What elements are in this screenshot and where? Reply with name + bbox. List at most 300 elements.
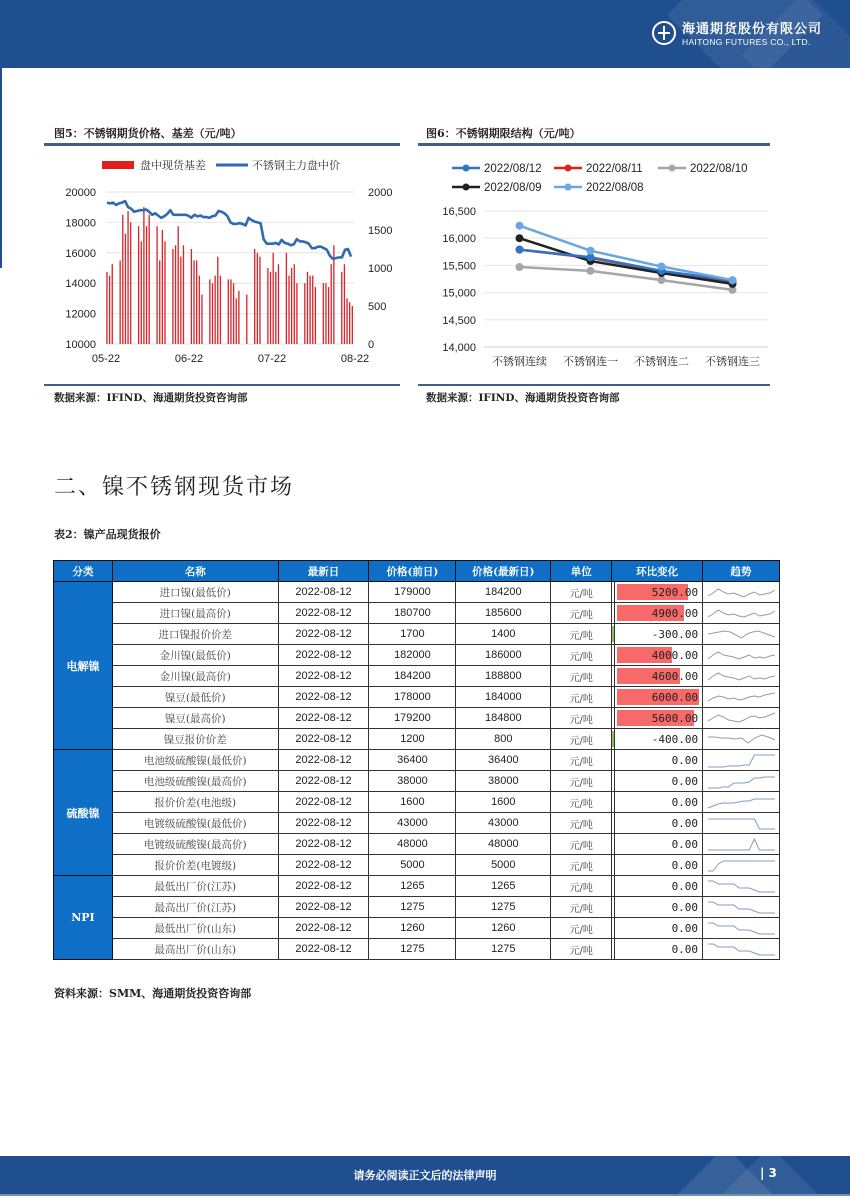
latest-price-cell: 184200 <box>456 582 551 603</box>
sparkline <box>708 652 775 659</box>
unit-cell: 元/吨 <box>551 855 612 876</box>
y-tick: 15,000 <box>442 287 476 300</box>
basis-bar <box>178 226 179 344</box>
legend-label: 2022/08/11 <box>586 163 643 175</box>
sparkline <box>708 631 775 638</box>
footer-rule <box>0 1194 850 1196</box>
sparkline <box>708 713 775 722</box>
basis-bar <box>127 211 128 344</box>
sparkline-chart <box>705 835 777 854</box>
y-right-tick: 1000 <box>368 263 393 275</box>
figure5-title: 图5：不锈钢期货价格、基差（元/吨） <box>54 127 242 140</box>
basis-bar <box>228 279 229 344</box>
category-cell: 硫酸镍 <box>54 750 113 876</box>
legend-marker <box>565 165 572 172</box>
table-row <box>54 750 780 771</box>
change-value: 4000.00 <box>651 648 699 662</box>
change-cell <box>615 834 703 855</box>
sparkline-chart <box>705 667 777 686</box>
change-cell <box>615 855 703 876</box>
change-value: 0.00 <box>671 816 699 830</box>
sparkline-chart <box>705 604 777 623</box>
trend-sparkline-cell <box>703 603 780 624</box>
change-value: 0.00 <box>671 921 699 935</box>
change-value: 0.00 <box>671 942 699 956</box>
col-header-category: 分类 <box>54 561 113 582</box>
sparkline <box>708 755 775 767</box>
latest-price-cell: 38000 <box>456 771 551 792</box>
basis-bar <box>238 291 239 344</box>
table-header-row <box>54 561 780 582</box>
basis-bar <box>122 215 123 344</box>
sparkline-chart <box>705 730 777 749</box>
basis-bar <box>220 276 221 344</box>
date-cell: 2022-08-12 <box>278 624 369 645</box>
series-marker <box>658 262 666 270</box>
basis-bar <box>212 283 213 344</box>
col-header-prev-price: 价格(前日) <box>369 561 456 582</box>
sparkline-chart <box>705 646 777 665</box>
prev-price-cell: 1200 <box>369 729 456 750</box>
unit-cell: 元/吨 <box>551 729 612 750</box>
basis-bar <box>352 306 353 344</box>
y-left-tick: 18000 <box>65 217 96 230</box>
basis-bar <box>294 264 295 344</box>
col-header-trend: 趋势 <box>703 561 780 582</box>
basis-bar <box>159 260 160 344</box>
col-header-unit: 单位 <box>551 561 612 582</box>
basis-bar <box>138 226 139 344</box>
basis-bar <box>275 272 276 344</box>
figure5-chart <box>44 148 400 378</box>
prev-price-cell: 1700 <box>369 624 456 645</box>
series-marker <box>516 246 524 254</box>
table-row <box>54 771 780 792</box>
change-cell <box>615 918 703 939</box>
basis-bar <box>259 257 260 344</box>
product-name-cell: 金川镍(最高价) <box>112 666 278 687</box>
trend-sparkline-cell <box>703 582 780 603</box>
prev-price-cell: 48000 <box>369 834 456 855</box>
trend-sparkline-cell <box>703 666 780 687</box>
y-tick: 14,000 <box>442 342 476 354</box>
basis-bar <box>199 276 200 344</box>
product-name-cell: 镍豆(最高价) <box>112 708 278 729</box>
basis-bar <box>267 268 268 344</box>
change-cell <box>615 939 703 960</box>
latest-price-cell: 800 <box>456 729 551 750</box>
sparkline <box>708 693 775 701</box>
basis-bar <box>130 222 131 344</box>
unit-cell: 元/吨 <box>551 666 612 687</box>
change-cell <box>615 897 703 918</box>
change-cell <box>615 603 703 624</box>
basis-bar <box>296 283 297 344</box>
page-header <box>0 0 850 68</box>
figure6-chart <box>418 148 778 380</box>
y-right-tick: 500 <box>368 301 387 313</box>
unit-cell: 元/吨 <box>551 687 612 708</box>
x-tick: 07-22 <box>257 353 287 365</box>
y-tick: 15,500 <box>442 260 476 273</box>
basis-bar <box>236 298 237 344</box>
latest-price-cell: 43000 <box>456 813 551 834</box>
figure5-source: 数据来源：IFIND、海通期货投资咨询部 <box>54 392 248 404</box>
col-header-name: 名称 <box>112 561 278 582</box>
table-row <box>54 897 780 918</box>
basis-bar <box>270 272 271 344</box>
change-cell <box>615 750 703 771</box>
basis-bar <box>328 287 329 344</box>
latest-price-cell: 36400 <box>456 750 551 771</box>
basis-bar <box>307 272 308 344</box>
basis-bar <box>191 249 192 344</box>
basis-bar <box>309 276 310 344</box>
series-marker <box>516 222 524 230</box>
basis-bar <box>254 249 255 344</box>
sparkline <box>708 589 775 597</box>
date-cell: 2022-08-12 <box>278 813 369 834</box>
figure6-rule <box>418 143 770 146</box>
latest-price-cell: 188800 <box>456 666 551 687</box>
date-cell: 2022-08-12 <box>278 729 369 750</box>
company-name-cn: 海通期货股份有限公司 <box>682 22 823 37</box>
trend-sparkline-cell <box>703 729 780 750</box>
legend-label: 2022/08/08 <box>586 182 644 194</box>
basis-bar <box>156 226 157 344</box>
y-tick: 16,000 <box>442 233 476 246</box>
prev-price-cell: 43000 <box>369 813 456 834</box>
prev-price-cell: 179000 <box>369 582 456 603</box>
basis-bar <box>312 276 313 344</box>
basis-bar <box>257 253 258 344</box>
latest-price-cell: 1600 <box>456 792 551 813</box>
table2-source: 资料来源：SMM、海通期货投资咨询部 <box>54 987 252 1000</box>
trend-sparkline-cell <box>703 645 780 666</box>
latest-price-cell: 1275 <box>456 939 551 960</box>
basis-bar <box>230 279 231 344</box>
y-left-tick: 14000 <box>65 278 96 291</box>
legend-marker <box>463 165 470 172</box>
sparkline <box>708 881 775 892</box>
date-cell: 2022-08-12 <box>278 687 369 708</box>
sparkline-chart <box>705 709 777 728</box>
table-row <box>54 708 780 729</box>
prev-price-cell: 1260 <box>369 918 456 939</box>
sparkline-chart <box>705 919 777 938</box>
series-marker <box>587 267 595 275</box>
trend-sparkline-cell <box>703 771 780 792</box>
date-cell: 2022-08-12 <box>278 603 369 624</box>
page-footer <box>0 1156 850 1194</box>
latest-price-cell: 185600 <box>456 603 551 624</box>
prev-price-cell: 178000 <box>369 687 456 708</box>
product-name-cell: 进口镍报价价差 <box>112 624 278 645</box>
unit-cell: 元/吨 <box>551 645 612 666</box>
date-cell: 2022-08-12 <box>278 918 369 939</box>
trend-sparkline-cell <box>703 855 780 876</box>
trend-sparkline-cell <box>703 876 780 897</box>
table-row <box>54 624 780 645</box>
table2-title: 表2：镍产品现货报价 <box>54 528 161 541</box>
basis-bar <box>246 295 247 344</box>
figure5-svg <box>44 148 400 378</box>
prev-price-cell: 179200 <box>369 708 456 729</box>
sparkline-chart <box>705 688 777 707</box>
sparkline <box>708 923 775 934</box>
sparkline-chart <box>705 772 777 791</box>
change-cell <box>615 666 703 687</box>
sparkline-chart <box>705 814 777 833</box>
change-value: 0.00 <box>671 774 699 788</box>
unit-cell: 元/吨 <box>551 582 612 603</box>
series-marker <box>516 234 524 242</box>
change-value: 6000.00 <box>651 690 699 704</box>
trend-sparkline-cell <box>703 624 780 645</box>
sparkline <box>708 799 775 808</box>
basis-bar <box>209 279 210 344</box>
legend-marker <box>565 184 572 191</box>
col-header-change: 环比变化 <box>612 561 703 582</box>
y-tick: 16,500 <box>442 206 476 218</box>
change-cell <box>615 792 703 813</box>
legend-swatch-basis <box>102 161 134 169</box>
table-row <box>54 939 780 960</box>
product-name-cell: 电池级硫酸镍(最低价) <box>112 750 278 771</box>
product-name-cell: 报价价差(电镀级) <box>112 855 278 876</box>
prev-price-cell: 36400 <box>369 750 456 771</box>
unit-cell: 元/吨 <box>551 897 612 918</box>
y-right-tick: 1500 <box>368 225 393 237</box>
page-number: | 3 <box>760 1166 777 1180</box>
trend-sparkline-cell <box>703 687 780 708</box>
table-row <box>54 582 780 603</box>
x-tick: 不锈钢连续 <box>492 356 547 368</box>
prev-price-cell: 184200 <box>369 666 456 687</box>
sparkline <box>708 861 775 871</box>
col-header-latest-price: 价格(最新日) <box>456 561 551 582</box>
sparkline-chart <box>705 793 777 812</box>
series-marker <box>516 263 524 271</box>
change-value: 0.00 <box>671 795 699 809</box>
date-cell: 2022-08-12 <box>278 645 369 666</box>
sparkline-chart <box>705 856 777 875</box>
sparkline-chart <box>705 940 777 959</box>
unit-cell: 元/吨 <box>551 750 612 771</box>
sparkline-chart <box>705 877 777 896</box>
basis-bar <box>288 276 289 344</box>
change-cell <box>615 708 703 729</box>
product-name-cell: 镍豆(最低价) <box>112 687 278 708</box>
sparkline-chart <box>705 625 777 644</box>
legend-label: 2022/08/12 <box>484 163 542 175</box>
x-tick: 05-22 <box>91 353 121 365</box>
product-name-cell: 最高出厂价(山东) <box>112 939 278 960</box>
change-cell <box>615 645 703 666</box>
col-header-date: 最新日 <box>278 561 369 582</box>
basis-bar <box>349 302 350 344</box>
table-row <box>54 918 780 939</box>
change-cell <box>615 813 703 834</box>
x-tick: 06-22 <box>174 353 204 365</box>
basis-bar <box>164 241 165 344</box>
unit-cell: 元/吨 <box>551 834 612 855</box>
company-name-en: HAITONG FUTURES CO., LTD. <box>682 37 811 47</box>
prev-price-cell: 1265 <box>369 876 456 897</box>
x-tick: 不锈钢连一 <box>563 356 618 368</box>
trend-sparkline-cell <box>703 813 780 834</box>
legend-label: 2022/08/10 <box>690 163 748 175</box>
change-value: -300.00 <box>651 627 699 641</box>
basis-bar <box>286 253 287 344</box>
change-value: 0.00 <box>671 753 699 767</box>
basis-bar <box>331 264 332 344</box>
date-cell: 2022-08-12 <box>278 939 369 960</box>
basis-bar <box>217 257 218 344</box>
basis-bar <box>180 257 181 344</box>
basis-bar <box>304 283 305 344</box>
table-row <box>54 645 780 666</box>
date-cell: 2022-08-12 <box>278 876 369 897</box>
prev-price-cell: 5000 <box>369 855 456 876</box>
product-name-cell: 镍豆报价价差 <box>112 729 278 750</box>
y-left-tick: 12000 <box>65 308 96 321</box>
prev-price-cell: 1275 <box>369 897 456 918</box>
unit-cell: 元/吨 <box>551 918 612 939</box>
change-value: 0.00 <box>671 858 699 872</box>
y-right-tick: 0 <box>368 339 375 351</box>
basis-bar <box>106 272 107 344</box>
prev-price-cell: 38000 <box>369 771 456 792</box>
sparkline-chart <box>705 583 777 602</box>
unit-cell: 元/吨 <box>551 771 612 792</box>
latest-price-cell: 186000 <box>456 645 551 666</box>
change-value: 4900.00 <box>651 606 699 620</box>
table-row <box>54 729 780 750</box>
latest-price-cell: 1275 <box>456 897 551 918</box>
basis-bar <box>291 268 292 344</box>
prev-price-cell: 182000 <box>369 645 456 666</box>
product-name-cell: 电镀级硫酸镍(最低价) <box>112 813 278 834</box>
basis-bar <box>183 245 184 344</box>
basis-bar <box>323 283 324 344</box>
date-cell: 2022-08-12 <box>278 582 369 603</box>
sparkline <box>708 902 775 913</box>
prev-price-cell: 180700 <box>369 603 456 624</box>
basis-bar <box>344 264 345 344</box>
nickel-spot-price-table <box>53 560 780 960</box>
basis-bar <box>315 287 316 344</box>
latest-price-cell: 1400 <box>456 624 551 645</box>
basis-bar <box>278 264 279 344</box>
change-cell <box>615 624 703 645</box>
figure5-rule <box>44 143 400 146</box>
change-value: 0.00 <box>671 837 699 851</box>
sparkline <box>708 610 775 617</box>
product-name-cell: 电池级硫酸镍(最高价) <box>112 771 278 792</box>
latest-price-cell: 184000 <box>456 687 551 708</box>
unit-cell: 元/吨 <box>551 603 612 624</box>
basis-bar <box>193 260 194 344</box>
company-logo <box>652 18 822 47</box>
sparkline-chart <box>705 751 777 770</box>
table-row <box>54 603 780 624</box>
basis-bar <box>162 230 163 344</box>
unit-cell: 元/吨 <box>551 876 612 897</box>
y-right-tick: 2000 <box>368 187 393 199</box>
date-cell: 2022-08-12 <box>278 792 369 813</box>
y-left-tick: 10000 <box>65 339 96 351</box>
unit-cell: 元/吨 <box>551 813 612 834</box>
basis-bar <box>119 260 120 344</box>
left-border-rule <box>0 68 2 268</box>
series-marker <box>658 276 666 284</box>
basis-bar <box>214 276 215 344</box>
latest-price-cell: 1260 <box>456 918 551 939</box>
table-row <box>54 687 780 708</box>
product-name-cell: 最低出厂价(江苏) <box>112 876 278 897</box>
section-title: 二、镍不锈钢现货市场 <box>54 475 295 500</box>
legend-label: 2022/08/09 <box>484 182 542 194</box>
figure6-title: 图6：不锈钢期限结构（元/吨） <box>426 127 581 140</box>
sparkline <box>708 839 775 850</box>
sparkline <box>708 673 775 680</box>
prev-price-cell: 1600 <box>369 792 456 813</box>
basis-bar <box>143 207 144 344</box>
sparkline <box>708 944 775 955</box>
basis-bar <box>273 253 274 344</box>
change-cell <box>615 729 703 750</box>
product-name-cell: 进口镍(最高价) <box>112 603 278 624</box>
change-value: 4600.00 <box>651 669 699 683</box>
basis-bar <box>201 295 202 344</box>
unit-cell: 元/吨 <box>551 624 612 645</box>
x-tick: 不锈钢连二 <box>634 356 689 368</box>
sparkline <box>708 777 775 788</box>
series-marker <box>729 276 737 284</box>
legend-label-basis: 盘中现货基差 <box>140 160 206 172</box>
product-name-cell: 电镀级硫酸镍(最高价) <box>112 834 278 855</box>
prev-price-cell: 1275 <box>369 939 456 960</box>
date-cell: 2022-08-12 <box>278 834 369 855</box>
legend-label-price: 不锈钢主力盘中价 <box>252 160 340 172</box>
change-value: 5200.00 <box>651 585 699 599</box>
unit-cell: 元/吨 <box>551 708 612 729</box>
table-row <box>54 834 780 855</box>
table-row <box>54 792 780 813</box>
sparkline <box>708 819 775 829</box>
y-left-tick: 20000 <box>65 187 96 199</box>
legend-marker <box>463 184 470 191</box>
sparkline-chart <box>705 898 777 917</box>
sparkline <box>708 735 775 743</box>
product-name-cell: 报价价差(电池级) <box>112 792 278 813</box>
basis-bar <box>149 215 150 344</box>
y-left-tick: 16000 <box>65 247 96 260</box>
trend-sparkline-cell <box>703 834 780 855</box>
trend-sparkline-cell <box>703 939 780 960</box>
series-marker <box>587 247 595 255</box>
product-name-cell: 最高出厂价(江苏) <box>112 897 278 918</box>
trend-sparkline-cell <box>703 918 780 939</box>
figure5-bottom-rule <box>44 384 400 386</box>
basis-bar <box>146 226 147 344</box>
date-cell: 2022-08-12 <box>278 771 369 792</box>
trend-sparkline-cell <box>703 897 780 918</box>
change-cell <box>615 876 703 897</box>
y-tick: 14,500 <box>442 314 476 327</box>
legend-marker <box>669 165 676 172</box>
